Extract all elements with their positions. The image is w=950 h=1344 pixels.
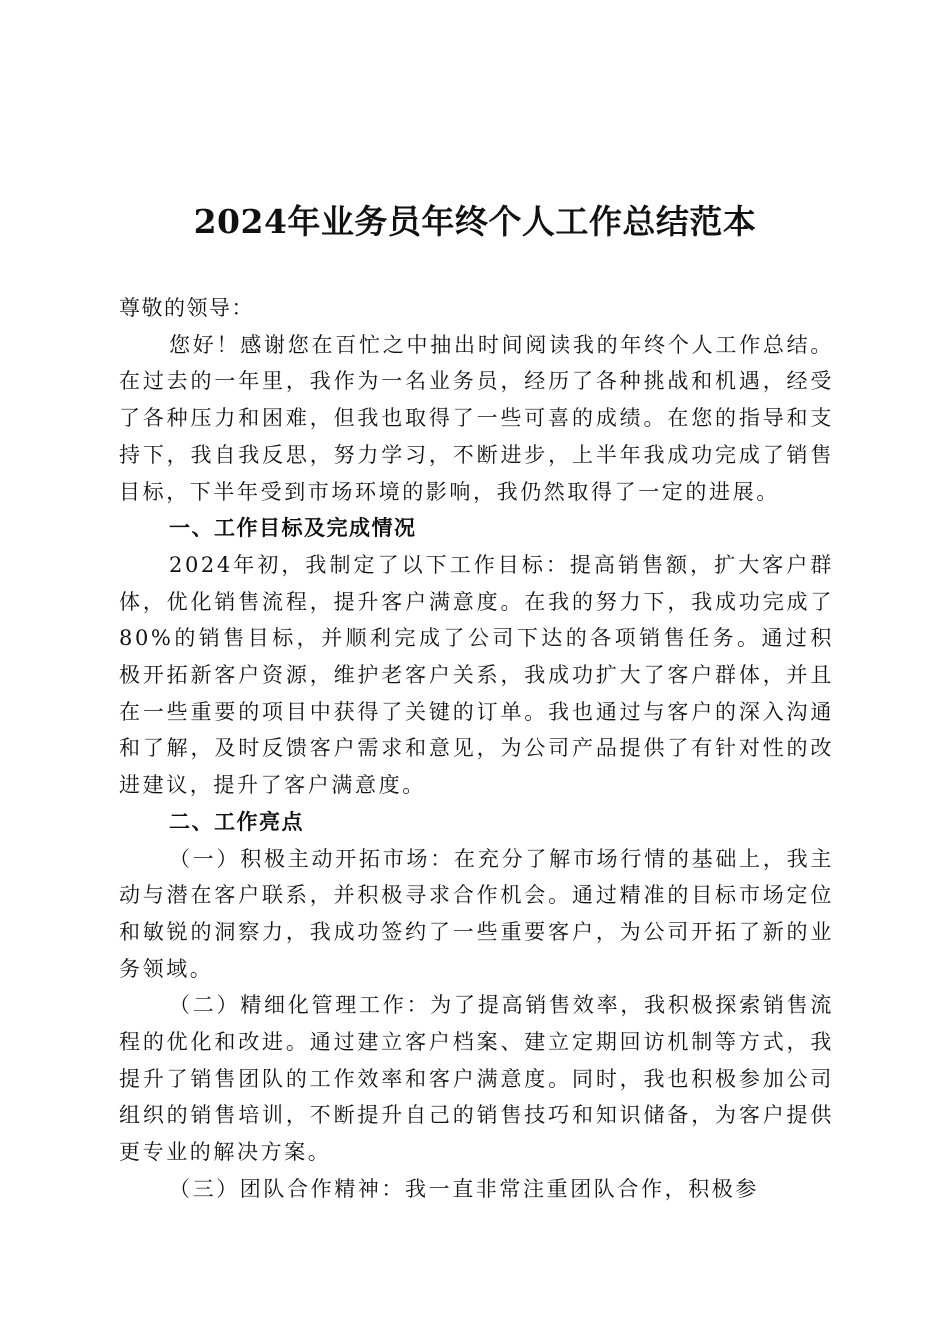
greeting: 尊敬的领导： (119, 296, 254, 320)
document-body (119, 290, 834, 1208)
section-2-item-1: （一）积极主动开拓市场：在充分了解市场行情的基础上，我主动与潜在客户联系，并积极寻求合作机会。通过精准的目标市场定位和敏锐的洞察力，我成功签约了一些重要客户，为公司开拓了新的业务领域。 (119, 846, 834, 981)
section-1-heading: 一、工作目标及完成情况 (169, 515, 417, 541)
section-1-paragraph: 2024年初，我制定了以下工作目标：提高销售额，扩大客户群体，优化销售流程，提升客户满意度。在我的努力下，我成功完成了80%的销售目标，并顺利完成了公司下达的各项销售任务。通过积极开拓新客户资源，维护老客户关系，我成功扩大了客户群体，并且在一些重要的项目中获得了关键的订单。我也通过与客户的深入沟通和了解，及时反馈客户需求和意见，为公司产品提供了有针对性的改进建议，提升了客户满意度。 (119, 552, 834, 798)
section-2-item-3: （三）团队合作精神：我一直非常注重团队合作，积极参 (169, 1176, 759, 1201)
section-2-heading: 二、工作亮点 (169, 808, 304, 834)
section-2-item-2: （二）精细化管理工作：为了提高销售效率，我积极探索销售流程的优化和改进。通过建立客户档案、建立定期回访机制等方式，我提升了销售团队的工作效率和客户满意度。同时，我也积极参加公司组织的销售培训，不断提升自己的销售技巧和知识储备，为客户提供更专业的解决方案。 (119, 993, 834, 1165)
intro-paragraph: 您好！感谢您在百忙之中抽出时间阅读我的年终个人工作总结。在过去的一年里，我作为一名业务员，经历了各种挑战和机遇，经受了各种压力和困难，但我也取得了一些可喜的成绩。在您的指导和支持下，我自我反思，努力学习，不断进步，上半年我成功完成了销售目标，下半年受到市场环境的影响，我仍然取得了一定的进展。 (119, 332, 834, 504)
document-title: 2024年业务员年终个人工作总结范本 (193, 202, 757, 241)
